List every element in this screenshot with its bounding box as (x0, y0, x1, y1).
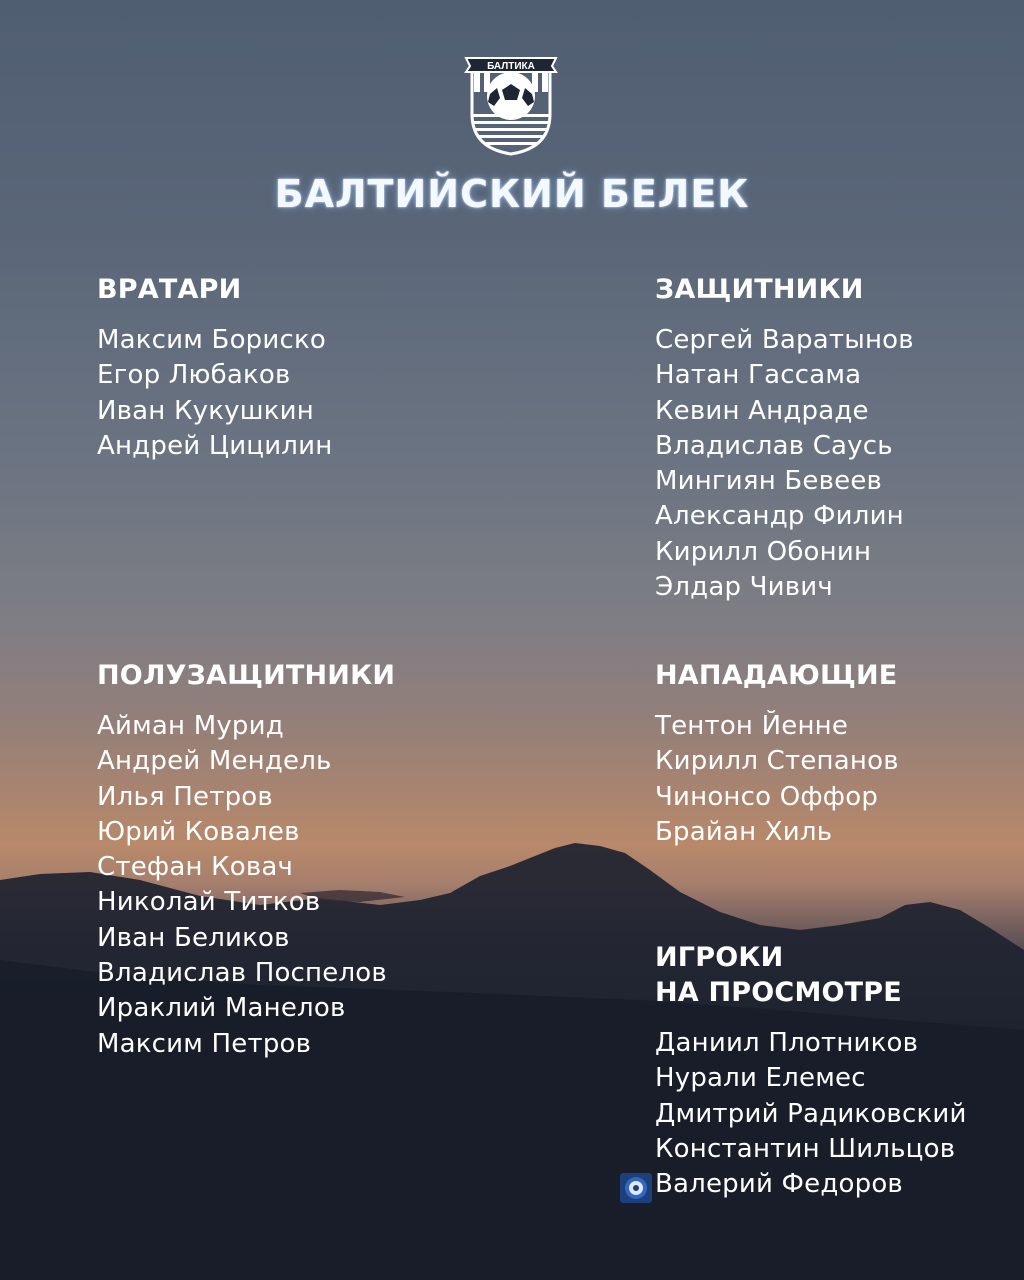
section-title-defenders: ЗАЩИТНИКИ (655, 274, 864, 305)
section-forwards (655, 658, 899, 850)
player-name: Иван Беликов (97, 922, 290, 953)
player-name: Владислав Поспелов (97, 958, 387, 989)
player-name: Юрий Ковалев (97, 816, 300, 847)
section-trial-players (655, 940, 967, 1202)
section-title-trial: ИГРОКИ НА ПРОСМОТРЕ (655, 942, 902, 1008)
player-name: Дмитрий Радиковский (655, 1098, 967, 1129)
player-name: Илья Петров (97, 781, 273, 812)
player-name: Айман Мурид (97, 711, 284, 741)
player-name: Максим Бориско (97, 325, 326, 355)
section-title-forwards: НАПАДАЮЩИЕ (655, 660, 898, 691)
page-title: БАЛТИЙСКИЙ БЕЛЕК (274, 172, 750, 216)
player-name: Андрей Мендель (97, 746, 332, 777)
player-name: Кирилл Обонин (655, 536, 872, 567)
player-name: Константин Шильцов (655, 1133, 956, 1164)
section-defenders (655, 272, 914, 605)
player-name: Егор Любаков (97, 360, 291, 391)
player-name: Иван Кукушкин (97, 395, 314, 426)
player-name: Сергей Варатынов (655, 325, 914, 355)
section-midfielders (97, 658, 395, 1062)
player-name: Чинонсо Оффор (655, 781, 879, 812)
player-name: Кирилл Степанов (655, 746, 899, 777)
player-name: Александр Филин (655, 501, 904, 532)
player-name: Нурали Елемес (655, 1063, 866, 1094)
section-title-goalkeepers: ВРАТАРИ (97, 274, 242, 305)
player-name: Кевин Андраде (655, 395, 869, 426)
player-name: Элдар Чивич (655, 572, 833, 603)
player-name: Максим Петров (97, 1028, 312, 1059)
player-name: Андрей Цицилин (97, 430, 333, 461)
watermark-avatar-icon (620, 1173, 652, 1203)
player-name: Николай Титков (97, 887, 321, 918)
section-goalkeepers (97, 272, 332, 464)
player-name: Владислав Саусь (655, 430, 893, 461)
player-name: Тентон Йенне (655, 711, 849, 741)
section-title-midfielders: ПОЛУЗАЩИТНИКИ (97, 660, 396, 691)
club-crest-icon (462, 52, 560, 156)
player-name: Мингиян Бевеев (655, 466, 883, 497)
player-name: Даниил Плотников (655, 1028, 919, 1058)
player-name: Стефан Ковач (97, 852, 294, 883)
player-name: Натан Гассама (655, 360, 862, 391)
player-name: Валерий Федоров (655, 1169, 903, 1200)
crest-logo-text: БАЛТИКА (487, 61, 535, 72)
player-name: Брайан Хиль (655, 816, 833, 847)
player-name: Ираклий Манелов (97, 993, 346, 1024)
